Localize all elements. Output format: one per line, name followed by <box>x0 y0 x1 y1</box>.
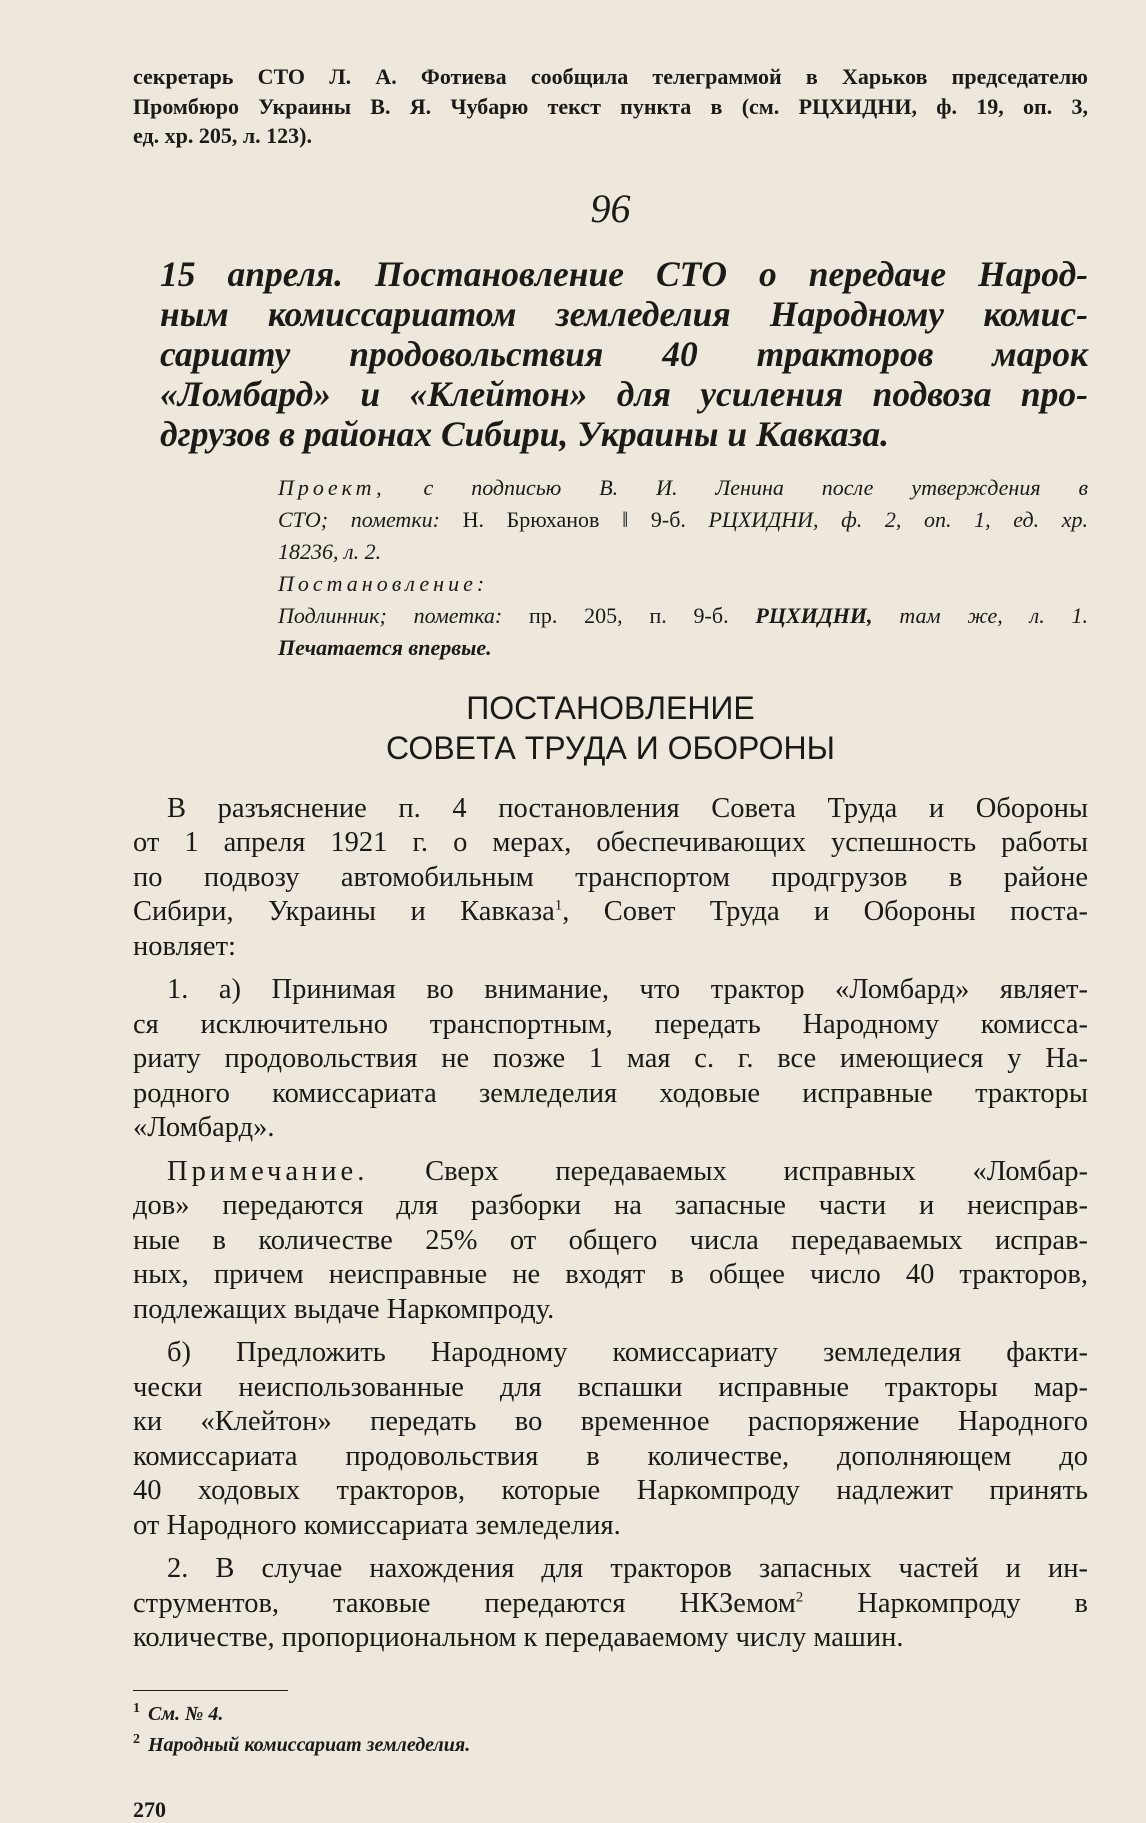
body-line: б) Предложить Народному комиссариату земледелия факти- <box>167 1337 1088 1368</box>
body-line: 2. В случае нахождения для тракторов запасных частей и ин- <box>167 1553 1088 1584</box>
draft-marks-label: СТО; пометки: <box>278 506 440 532</box>
body-line: «Ломбард». <box>133 1112 275 1143</box>
source-line <box>278 472 1088 504</box>
body-line: родного комиссариата земледелия ходовые исправные тракторы <box>133 1077 1088 1109</box>
body-line <box>133 895 1088 930</box>
intro-note <box>133 62 1088 151</box>
original-mark: пр. 205, п. 9-б. <box>529 602 729 628</box>
footnote-1 <box>133 1701 1088 1728</box>
body-line: от 1 апреля 1921 г. о мерах, обеспечивающих успешность работы <box>133 827 1088 858</box>
page-number: 270 <box>133 1796 166 1822</box>
heading-line: «Ломбард» и «Клейтон» для усиления подвоза про- <box>160 373 1088 414</box>
paragraph-preamble <box>133 792 1088 965</box>
intro-line: секретарь СТО Л. А. Фотиева сообщила телеграммой в Харьков председателю <box>133 64 1088 89</box>
heading-line: ным комиссариатом земледелия Народному комис- <box>160 293 1088 334</box>
intro-line: ед. хр. 205, л. 123). <box>133 123 313 148</box>
body-line: подлежащих выдаче Наркомпроду. <box>133 1293 555 1325</box>
draft-description: с подписью В. И. Ленина после утверждения в <box>423 474 1089 500</box>
footnote-mark: 2 <box>133 1731 140 1747</box>
footnote-text: См. № 4. <box>148 1702 224 1725</box>
title-line-1: ПОСТАНОВЛЕНИЕ <box>466 689 755 726</box>
paragraph-1a <box>133 973 1088 1146</box>
note-label: Примечание. <box>167 1155 369 1187</box>
printed-first-note: Печатается впервые. <box>278 634 492 660</box>
body-line: дов» передаются для разборки на запасные части и неисправ- <box>133 1190 1088 1221</box>
paragraph-1b <box>133 1336 1088 1543</box>
page-content <box>133 62 1088 1823</box>
heading-line: 15 апреля. Постановление СТО о передаче Народ- <box>160 253 1088 294</box>
paragraph-2 <box>133 1552 1088 1656</box>
source-line <box>278 600 1088 632</box>
footnote-ref-1: 1 <box>554 897 563 914</box>
body-line: чески неиспользованные для вспашки исправные тракторы мар- <box>133 1371 1088 1403</box>
original-archive: РЦХИДНИ, <box>755 602 873 628</box>
document-heading <box>133 254 1088 454</box>
body-text-segment: , Совет Труда и Обороны поста- <box>562 896 1088 927</box>
body-line <box>133 1155 1088 1190</box>
footnote-ref-2: 2 <box>795 1589 804 1605</box>
draft-archive-ref: РЦХИДНИ, ф. 2, оп. 1, ед. хр. <box>708 506 1088 532</box>
source-line: 18236, л. 2. <box>278 538 382 564</box>
body-line: от Народного комиссариата земледелия. <box>133 1509 621 1541</box>
body-line: ся исключительно транспортным, передать Народному комисса- <box>133 1008 1088 1040</box>
body-line: ки «Клейтон» передать во временное распоряжение Народного <box>133 1406 1088 1437</box>
footnote-mark: 1 <box>133 1700 140 1716</box>
original-label: Подлинник; пометка: <box>278 602 503 628</box>
body-line: ные в количестве 25% от общего числа передаваемых исправ- <box>133 1224 1088 1256</box>
document-number: 96 <box>590 185 631 231</box>
body-line: количестве, пропорциональном к передаваемому числу машин. <box>133 1622 904 1653</box>
draft-marks-name: Н. Брюханов ‖ 9-б. <box>462 506 686 532</box>
body-line: 1. а) Принимая во внимание, что трактор «Ломбард» являет- <box>167 974 1088 1005</box>
heading-line: сариату продовольствия 40 тракторов марок <box>160 333 1088 374</box>
body-line: новляет: <box>133 930 236 962</box>
body-line <box>133 1587 1088 1622</box>
body-line: риату продовольствия не позже 1 мая с. г. все имеющиеся у На- <box>133 1043 1088 1074</box>
source-line <box>278 504 1088 536</box>
body-text-segment: Наркомпроду в <box>803 1587 1088 1619</box>
paragraph-note <box>133 1155 1088 1328</box>
body-text-segment: Сверх передаваемых исправных «Ломбар- <box>425 1155 1088 1187</box>
footnote-divider <box>133 1690 288 1691</box>
footnote-text: Народный комиссариат земледелия. <box>148 1733 471 1756</box>
original-ref: там же, л. 1. <box>899 602 1089 628</box>
body-line: В разъяснение п. 4 постановления Совета Труда и Обороны <box>167 792 1088 824</box>
body-line: комиссариата продовольствия в количестве, дополняющем до <box>133 1440 1088 1472</box>
body-line: по подвозу автомобильным транспортом продгрузов в районе <box>133 861 1088 893</box>
footnote-2 <box>133 1732 1088 1759</box>
decree-label: Постановление: <box>278 570 489 596</box>
title-line-2: СОВЕТА ТРУДА И ОБОРОНЫ <box>386 729 835 766</box>
decree-body <box>133 792 1088 1656</box>
body-text-segment: струментов, таковые передаются НКЗемом <box>133 1587 796 1619</box>
body-line: 40 ходовых тракторов, которые Наркомпроду надлежит принять <box>133 1475 1088 1506</box>
draft-label: Проект, <box>278 474 386 500</box>
intro-line: Промбюро Украины В. Я. Чубарю текст пункта в (см. РЦХИДНИ, ф. 19, оп. 3, <box>133 93 1088 119</box>
body-text-segment: Сибири, Украины и Кавказа <box>133 896 555 927</box>
decree-title <box>133 688 1088 768</box>
heading-line: дгрузов в районах Сибири, Украины и Кавказа. <box>160 413 889 454</box>
body-line: ных, причем неисправные не входят в общее число 40 тракторов, <box>133 1259 1088 1290</box>
source-notes <box>133 472 1088 664</box>
